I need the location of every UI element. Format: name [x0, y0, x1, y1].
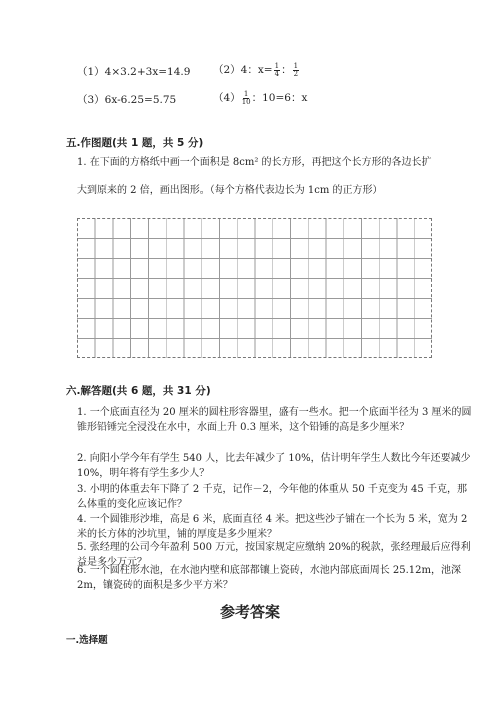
answers-section-1-heading: 一.选择题: [66, 635, 108, 646]
answers-title: 参考答案: [219, 603, 280, 621]
equation-2-prefix: （2）4：x=: [213, 64, 273, 76]
fraction-one-half: [293, 63, 299, 78]
fraction-one-quarter: [274, 63, 280, 78]
equation-3: （3）6x-6.25=5.75: [77, 94, 177, 106]
section-5-problem-line-1: 1. 在下面的方格纸中画一个面积是 8cm² 的长方形，再把这个长方形的各边长扩: [77, 157, 432, 168]
problem-3: 3. 小明的体重去年下降了 2 千克，记作－2，今年他的体重从 50 千克变为 45 千克，那么体重的变化应该记作？: [77, 484, 467, 510]
equation-2: [213, 62, 300, 78]
problem-2: 2. 向阳小学今年有学生 540 人，比去年减少了 10%，估计明年学生人数比今年还要减少 10%，明年将有学生多少人？: [77, 453, 471, 479]
equation-1: （1）4×3.2+3x=14.9: [77, 66, 191, 78]
fraction-numerator: 1: [243, 89, 249, 98]
equation-2-colon: ：: [281, 64, 292, 76]
fraction-denominator: 2: [293, 69, 299, 78]
equation-4: [213, 90, 307, 106]
problem-4: 4. 一个圆锥形沙堆，高是 6 米，底面直径 4 米。把这些沙子铺在一个长为 5 米，宽为 2 米的长方体的沙坑里，铺的厚度是多少厘米？: [77, 514, 468, 540]
fraction-numerator: 1: [293, 61, 299, 70]
problem-5: 5. 张经理的公司今年盈利 500 万元，按国家规定应缴纳 20%的税款，张经理最后应得利益是多少万元？: [77, 542, 471, 568]
section-5-problem-line-2: 大到原来的 2 倍，画出图形。（每个方格代表边长为 1cm 的正方形）: [77, 185, 383, 196]
equation-4-suffix: ：10=6：x: [251, 92, 308, 104]
section-6-heading: 六.解答题(共 6 题，共 31 分): [66, 385, 211, 397]
fraction-numerator: 1: [274, 61, 280, 70]
problem-1: 1. 一个底面直径为 20 厘米的圆柱形容器里，盛有一些水。把一个底面半径为 3 厘米的圆锥形铅锤完全浸没在水中，水面上升 0.3 厘米，这个铅锤的高是多少厘米？: [77, 407, 472, 433]
problem-6: 6. 一个圆柱形水池，在水池内壁和底部都镶上瓷砖，水池内部底面周长 25.12m，池深 2m，镶瓷砖的面积是多少平方米？: [77, 565, 462, 591]
fraction-denominator: 10: [241, 97, 251, 106]
equation-4-prefix: （4）: [213, 92, 241, 104]
section-5-heading: 五.作图题(共 1 题，共 5 分): [66, 137, 204, 149]
square-grid-paper[interactable]: [77, 218, 432, 358]
fraction-denominator: 4: [274, 69, 280, 78]
fraction-one-tenth: [242, 91, 251, 106]
